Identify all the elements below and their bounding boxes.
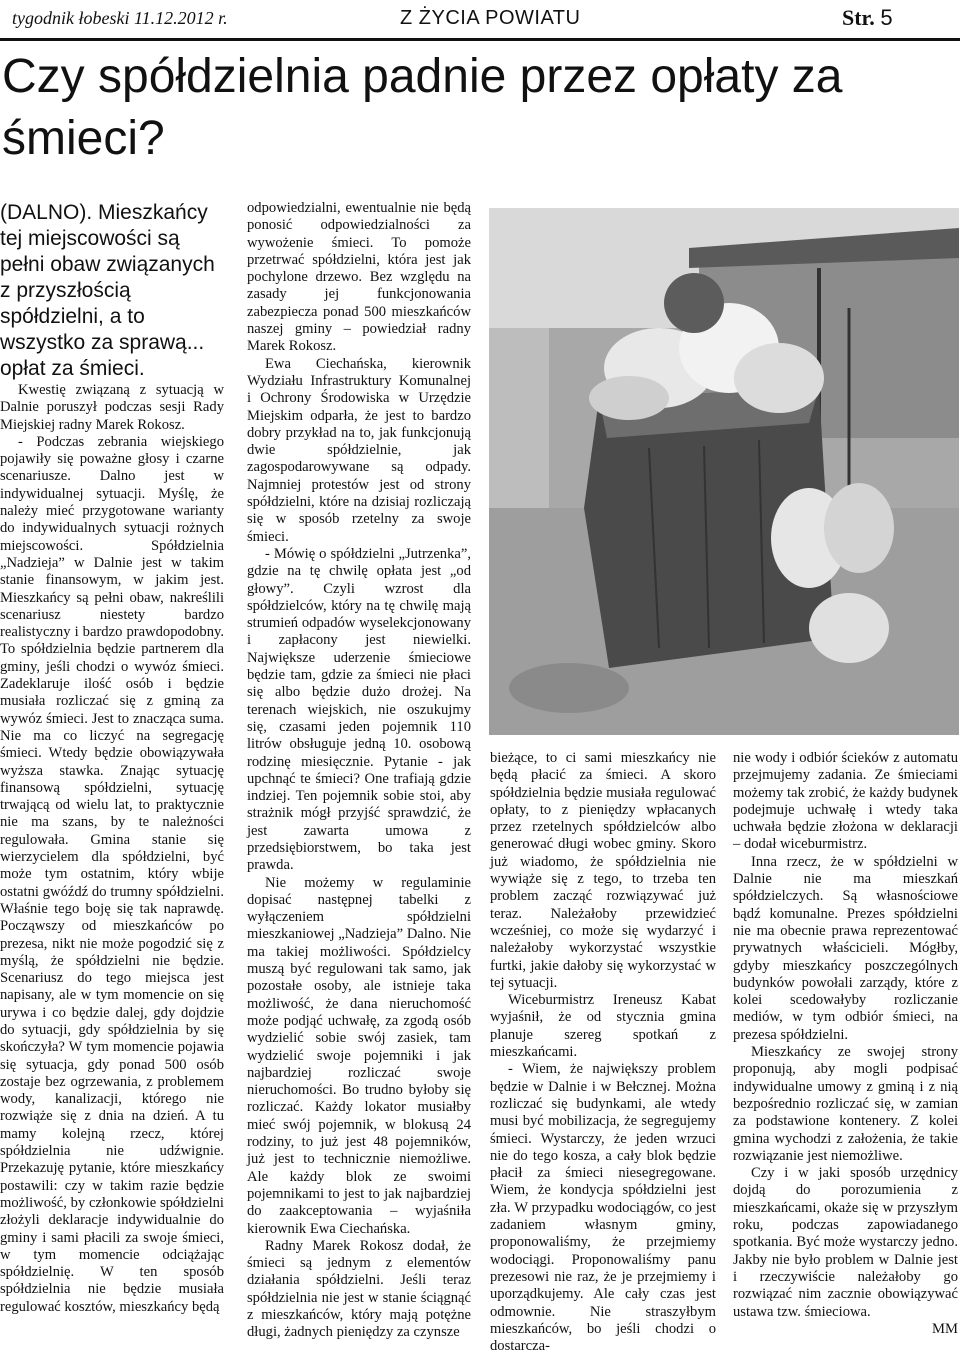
page-header xyxy=(0,0,960,40)
page-number-label xyxy=(842,5,893,31)
paragraph: Nie możemy w regulaminie dopisać następnej tabelki z wyłączeniem spółdzielni mieszkaniowej „Nadzieja” Dalno. Nie ma takiej możliwości. Spółdzielcy muszą być regulowani tak samo, jak pozostałe osoby, ale istnieje taka możliwość, że dana nieruchomość może podjąć uchwałę, za zgodą osób wydzielić sobie swój zasiek, tam wydzielić swoje pojemniki i jak najbardziej rozliczać swoje nieruchomości. Bo trudno byłoby się rozliczać. Każdy lokator musiałby mieć swój pojemnik, w blokusą 24 rodziny, to już jest 48 pojemników, już jest to technicznie niemożliwe. Ale każdy blok ze swoimi pojemnikami to jest to jak najbardziej do zaakceptowania – wyjaśniła kierownik Ewa Ciechańska. xyxy=(247,874,471,1237)
article-headline: Czy spółdzielnia padnie przez opłaty za śmieci? xyxy=(2,50,843,165)
publication-date: tygodnik łobeski 11.12.2012 r. xyxy=(12,8,228,28)
garbage-container-photo xyxy=(489,208,959,735)
article-column-3 xyxy=(490,750,716,1355)
author-signature: MM xyxy=(932,1320,958,1337)
article-column-4 xyxy=(733,750,958,1336)
paragraph: - Podczas zebrania wiejskiego pojawiły się poważne głosy i czarne scenariusze. Dalno jest w indywidualnej sytuacji. Myślę, że należy mieć przygotowane warianty do indywidualnych sytuacji rożnych miejscowości. Spółdzielnia „Nadzieja” w Dalnie jest w takim stanie finansowym, w jakim jest. Mieszkańcy są pełni obaw, nakreślili scenariusz niestety bardzo realistyczny i bardzo prawdopodobny. To spółdzielnia będzie partnerem dla gminy, jeśli chodzi o wywóz śmieci. Zadeklaruje ilość osób i będzie musiała rozliczać się z gminą za wywóz śmieci. Jest to znacząca suma. Nie ma co liczyć na segregację śmieci. Wtedy będzie obowiązywała wyższa stawka. Znając sytuację finansową spółdzielni, sytuację trwającą od wielu lat, to praktycznie nie ma szans, by te należności regulowała. Gmina stanie się wierzycielem dla spółdzielni, być może tym ostatnim, który wbije ostatni gwóźdź do trumny spółdzielni. Właśnie tego boję się tak naprawdę. Począwszy od mieszkańców po prezesa, nikt nie może pogodzić się z myślą, że spółdzielni nie będzie. Scenariusz do tego miejsca jest napisany, ale w tym momencie on się urywa i co będzie dalej, gdy dojdzie do sytuacji, gdy spółdzielnia by się skończyła? W tym momencie pojawia się sytuacja, gdy ponad 500 osób zostaje bez ogrzewania, z problemem wody, kanalizacji, którego nie rozwiąże się z dnia na dzień. A tu mamy kolejną rzecz, której spółdzielnia nie udźwignie. Przekazuję pytanie, które mieszkańcy postawili: czy w takim razie będzie możliwość, by członkowie spółdzielni złożyli deklaracje indywidualnie do gminy i sami płacili za swoje śmieci, w tym momencie odciążając spółdzielnię. W ten sposób spółdzielnia nie będzie musiała regulować kosztów, mieszkańcy będą xyxy=(0,433,224,1315)
paragraph: odpowiedzialni, ewentualnie nie będą ponosić odpowiedzialności za wywożenie śmieci. To pomoże przetrwać spółdzielni, która jest jak pochylone drzewo. Bez względu na zasady jej funkcjonowania zabezpiecza ponad 500 mieszkańców naszej gminy – powiedział radny Marek Rokosz. xyxy=(247,200,471,355)
paragraph: Wiceburmistrz Ireneusz Kabat wyjaśnił, że od stycznia gmina planuje szereg spotkań z mieszkańcami. xyxy=(490,992,716,1061)
paragraph: Radny Marek Rokosz dodał, że śmieci są jednym z elementów działania spółdzielni. Jeśli teraz spółdzielnia nie jest w stanie ściągnąć z mieszkańców, który mają potężne długi, żadnych pieniędzy za czynsze xyxy=(247,1237,471,1341)
page-label: Str. xyxy=(842,5,875,30)
paragraph: Ewa Ciechańska, kierownik Wydziału Infrastruktury Komunalnej i Ochrony Środowiska w Urzędzie Miejskim odparła, że jest to bardzo dobry przykład na to, jak funkcjonują dwie spółdzielnie, jak zagospodarowywane są odpady. Najmniej protestów jest od strony spółdzielni, które na dzisiaj rozliczają się w sposób rzetelny za swoje śmieci. xyxy=(247,355,471,545)
paragraph: bieżące, to ci sami mieszkańcy nie będą płacić za śmieci. A skoro spółdzielnia będzie musiała regulować opłaty, to z pieniędzy wpłacanych przez rzetelnych spółdzielców albo generować długi wobec gminy. Skoro już wiadomo, że spółdzielnia nie wywiąże się z tego, to trzeba ten problem zacząć rozwiązywać już teraz. Należałoby przewidzieć wcześniej, co może się wydarzyć i należałoby wykorzystać wszystkie furtki, jakie dałoby się wykorzystać w tej sytuacji. xyxy=(490,750,716,991)
paragraph: - Mówię o spółdzielni „Jutrzenka”, gdzie na tę chwilę opłata jest „od głowy”. Czyli wzrost dla spółdzielców, który na tę chwilę mają strumień odpadów wyselekcjonowany i zapłacony jest niewielki. Największe uderzenie śmieciowe będzie tam, gdzie za śmieci nie płaci się albo będzie dużo drożej. Na terenach wiejskich, nie oszukujmy się, czasami jeden pojemnik 110 litrów obsługuje jedną 10. osobową rodzinę miesięcznie. Pytanie - jak upchnąć te śmieci? One trafiają gdzie indziej. Ten pojemnik sobie stoi, aby strażnik mógł przyjść sprawdzić, że jest zawarta umowa z przedsiębiorstwem, bo taka jest prawda. xyxy=(247,545,471,874)
photo-illustration xyxy=(489,208,959,735)
section-title: Z ŻYCIA POWIATU xyxy=(400,7,581,29)
paragraph: nie wody i odbiór ścieków z automatu przejmujemy zadania. Ze śmieciami możemy tak zrobić, że każdy budynek podejmuje uchwałę i wtedy taka uchwała będzie złożona w deklaracji – dodał wiceburmistrz. xyxy=(733,750,958,853)
paragraph: Mieszkańcy ze swojej strony proponują, aby mogli podpisać indywidualne umowy z gminą i z nią bezpośrednio rozliczać się, w zamian za podstawione kontenery. Z kolei gmina wychodzi z założenia, że takie rozwiązanie jest niemożliwe. xyxy=(733,1044,958,1164)
page-number: 5 xyxy=(880,5,893,30)
paragraph: - Wiem, że największy problem będzie w Dalnie i w Bełcznej. Można rozliczać się budynkami, ale wtedy musi być mobilizacja, że segregujemy śmieci. Wystarczy, że jeden wrzuci nie do tego kosza, a cały blok będzie płacił za śmieci niesegregowane. Wiem, że kondycja spółdzielni jest zła. W przypadku wodociągów, co jest zadaniem własnym gminy, proponowaliśmy, że przejmiemy wodociągi. Proponowaliśmy panu prezesowi nie raz, że je przejmiemy i uporządkujemy. Ale cały czas jest odmownie. Nie straszyłbym mieszkańców, bo jeśli chodzi o dostarcza- xyxy=(490,1061,716,1355)
header-rule xyxy=(0,38,960,41)
article-column-2 xyxy=(247,200,471,1341)
paragraph: Kwestię związaną z sytuacją w Dalnie poruszył podczas sesji Rady Miejskiej radny Marek Rokosz. xyxy=(0,382,224,433)
article-column-1 xyxy=(0,200,224,1336)
article-lead: (DALNO). Mieszkańcy tej miejscowości są pełni obaw związanych z przyszłością spółdzielni, a to wszystko za sprawą... opłat za śmieci. xyxy=(0,201,215,380)
paragraph: Inna rzecz, że w spółdzielni w Dalnie nie ma mieszkań spółdzielczych. Są własnościowe bądź komunalne. Prezes spółdzielni nie ma obecnie prawa reprezentować prywatnych właścicieli. Mógłby, gdyby mieszkańcy poszczególnych budynków powołali zarządy, które z kolei scedowałyby rozliczanie mediów, w tym odbiór śmieci, na prezesa spółdzielni. xyxy=(733,853,958,1043)
paragraph: Czy i w jaki sposób urzędnicy dojdą do porozumienia z mieszkańcami, okaże się w przyszłym roku, podczas zapowiadanego spotkania. Być może wystarczy jedno. Jakby nie było problem w Dalnie jest i rzeczywiście należałoby go rozwiązać nim zacznie obowiązywać ustawa tzw. śmieciowa. xyxy=(733,1165,958,1320)
